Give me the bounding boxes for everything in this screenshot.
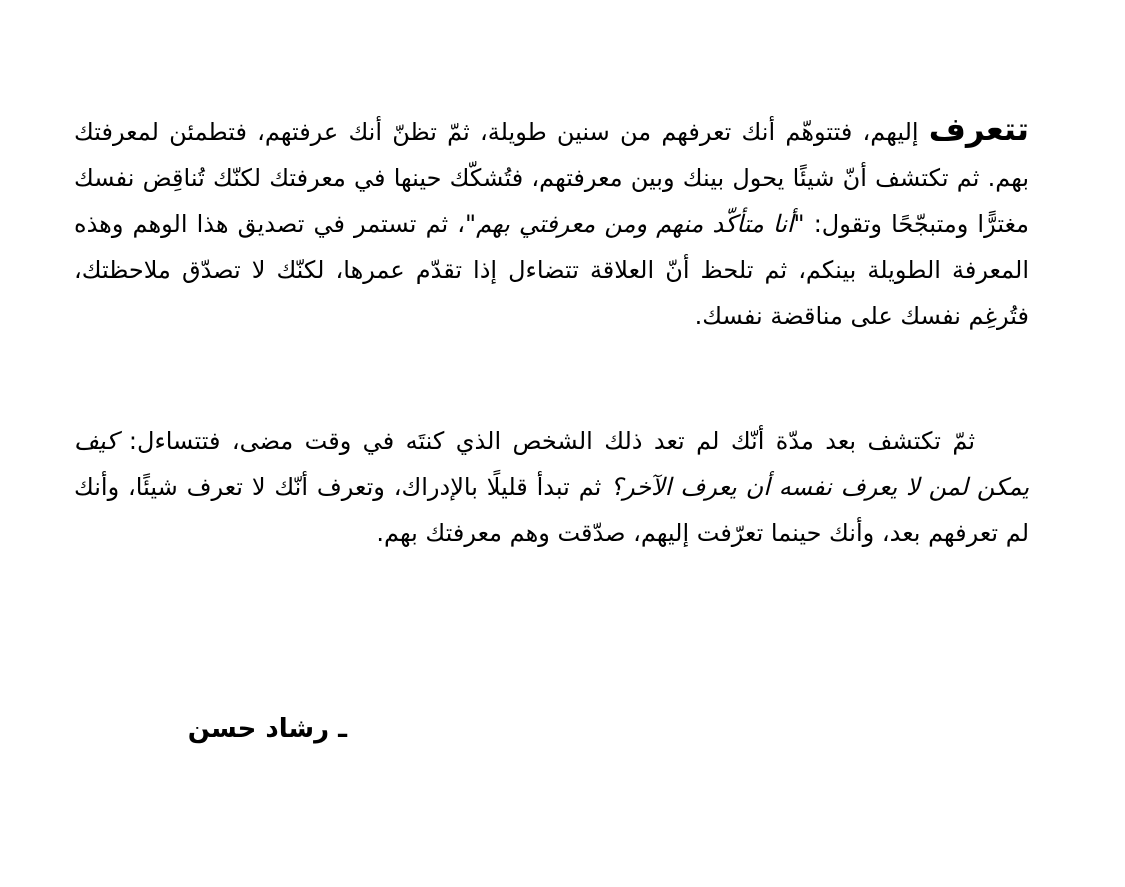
paragraph-1 — [74, 106, 1029, 339]
paragraph-1-text-b: ، ثم تستمر في تصديق هذا الوهم وهذه المعرفة الطويلة بينكم، ثم تلحظ أنّ العلاقة تتضاءل إذا تقدّم عمرها، لكنّك لا تصدّق ملاحظتك، فتُرغِم نفسك على مناقضة نفسك. — [74, 210, 1029, 330]
lead-word: تتعرف — [928, 110, 1029, 148]
paragraph-2-question: كيف يمكن لمن لا يعرف نفسه أن يعرف الآخر؟ — [74, 427, 1030, 501]
paragraph-2-text-b: ثم تبدأ قليلًا بالإدراك، وتعرف أنّك لا تعرف شيئًا، وأنك لم تعرفهم بعد، وأنك حينما تعرّفت إليهم، صدّقت وهم معرفتك بهم. — [74, 473, 1029, 547]
paragraph-1-quote: "أنا متأكّد منهم ومن معرفتي بهم" — [465, 210, 805, 238]
paragraph-2-text-a: ثمّ تكتشف بعد مدّة أنّك لم تعد ذلك الشخص الذي كنتَه في وقت مضى، فتتساءل: — [117, 427, 975, 455]
paragraph-2 — [74, 418, 1029, 556]
author-signature: ـ رشاد حسن — [187, 714, 347, 744]
paragraph-1-text-a: إليهم، فتتوهّم أنك تعرفهم من سنين طويلة، ثمّ تظنّ أنك عرفتهم، فتطمئن لمعرفتك بهم. ثم تكتشف أنّ شيئًا يحول بينك وبين معرفتهم، فتُشكّك حينها في معرفتك لكنّك تُناقِض نفسك مغترًّا ومتبجّحًا وتقول: — [74, 118, 1030, 238]
